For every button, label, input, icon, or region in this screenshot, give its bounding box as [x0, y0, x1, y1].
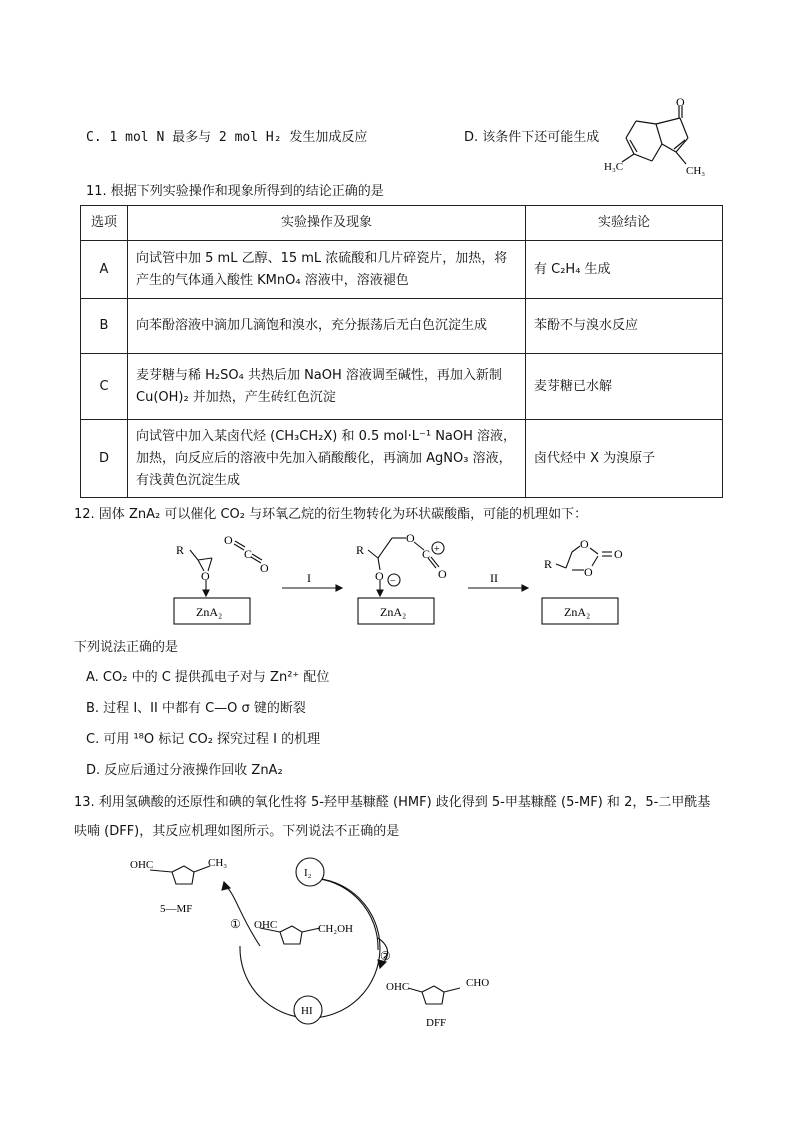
row-option: A: [81, 241, 128, 299]
step-ii-label: II: [490, 571, 498, 585]
row-option: D: [81, 420, 128, 498]
q13-stem-line2: 呋喃 (DFF)，其反应机理如图所示。下列说法不正确的是: [74, 824, 400, 839]
q12-prompt: 下列说法正确的是: [74, 640, 179, 655]
q11-stem: 11. 根据下列实验操作和现象所得到的结论正确的是: [86, 184, 384, 199]
header-operation: 实验操作及现象: [128, 206, 526, 241]
q12-option-b: B. 过程 I、II 中都有 C—O σ 键的断裂: [86, 701, 306, 716]
cho-label: CHO: [466, 977, 490, 989]
o-label: O: [614, 547, 623, 561]
dff-label: DFF: [426, 1017, 447, 1029]
o-label: O: [375, 569, 384, 583]
row-option: B: [81, 299, 128, 354]
5mf-label: 5—MF: [160, 903, 193, 915]
step-i-label: I: [307, 571, 311, 585]
r-label: R: [176, 543, 185, 557]
q10-option-d: D. 该条件下还可能生成: [464, 130, 600, 145]
o-label: O: [201, 569, 210, 583]
header-conclusion: 实验结论: [526, 206, 723, 241]
catalyst-label: ZnA₂: [564, 605, 591, 619]
q10-option-c: C. 1 mol N 最多与 2 mol H₂ 发生加成反应: [86, 130, 368, 145]
i2-label: I₂: [304, 867, 312, 879]
q10-option-d-structure: [604, 96, 714, 178]
o-label: O: [224, 533, 233, 547]
o-label: O: [260, 561, 269, 575]
r-label: R: [544, 557, 553, 571]
q12-option-d: D. 反应后通过分液操作回收 ZnA₂: [86, 763, 283, 778]
table-row: [81, 241, 723, 299]
row-operation: 向试管中加 5 mL 乙醇、15 mL 浓硫酸和几片碎瓷片，加热，将产生的气体通入酸性 KMnO₄ 溶液中，溶液褪色: [128, 241, 526, 299]
table-header-row: [81, 206, 723, 241]
ohc-label: OHC: [386, 981, 410, 993]
step-2-label: ②: [380, 949, 391, 963]
q11-table: [80, 205, 723, 498]
hi-label: HI: [301, 1005, 313, 1017]
catalyst-label: ZnA₂: [380, 605, 407, 619]
o-label: O: [438, 567, 447, 581]
q12-mechanism-diagram: [160, 528, 640, 630]
structure-h3c-label: H₃C: [604, 161, 624, 173]
minus-charge: −: [390, 576, 396, 587]
o-label: O: [584, 565, 593, 579]
c-label: C: [422, 547, 431, 561]
row-option: C: [81, 354, 128, 420]
row-operation: 向试管中加入某卤代烃 (CH₃CH₂X) 和 0.5 mol·L⁻¹ NaOH 溶液，加热，向反应后的溶液中先加入硝酸酸化，再滴加 AgNO₃ 溶液，有浅黄色沉淀生成: [128, 420, 526, 498]
ohc-label: OHC: [254, 919, 278, 931]
r-label: R: [356, 543, 365, 557]
structure-ch3-label: CH₃: [686, 165, 706, 177]
row-conclusion: 卤代烃中 X 为溴原子: [526, 420, 723, 498]
c-label: C: [244, 547, 253, 561]
ch2oh-label: CH₂OH: [318, 923, 354, 935]
row-conclusion: 有 C₂H₄ 生成: [526, 241, 723, 299]
q12-stem: 12. 固体 ZnA₂ 可以催化 CO₂ 与环氧乙烷的衍生物转化为环状碳酸酯，可能的机理如下：: [74, 507, 588, 522]
ohc-label: OHC: [130, 859, 154, 871]
q13-mechanism-diagram: [120, 846, 520, 1046]
ch3-label: CH₃: [208, 857, 228, 869]
row-conclusion: 苯酚不与溴水反应: [526, 299, 723, 354]
table-row: [81, 420, 723, 498]
catalyst-label: ZnA₂: [196, 605, 223, 619]
row-operation: 向苯酚溶液中滴加几滴饱和溴水，充分振荡后无白色沉淀生成: [128, 299, 526, 354]
o-label: O: [406, 531, 415, 545]
structure-o-label: O: [676, 96, 685, 109]
q13-stem-line1: 13. 利用氢碘酸的还原性和碘的氧化性将 5-羟甲基糠醛 (HMF) 歧化得到 5-甲基糠醛 (5-MF) 和 2，5-二甲酰基: [74, 795, 711, 810]
q12-option-a: A. CO₂ 中的 C 提供孤电子对与 Zn²⁺ 配位: [86, 670, 330, 685]
o-label: O: [580, 537, 589, 551]
row-operation: 麦芽糖与稀 H₂SO₄ 共热后加 NaOH 溶液调至碱性，再加入新制 Cu(OH)₂ 并加热，产生砖红色沉淀: [128, 354, 526, 420]
table-row: [81, 354, 723, 420]
plus-charge: +: [434, 544, 440, 555]
row-conclusion: 麦芽糖已水解: [526, 354, 723, 420]
q12-option-c: C. 可用 ¹⁸O 标记 CO₂ 探究过程 I 的机理: [86, 732, 321, 747]
step-1-label: ①: [230, 917, 241, 931]
header-option: 选项: [81, 206, 128, 241]
table-row: [81, 299, 723, 354]
